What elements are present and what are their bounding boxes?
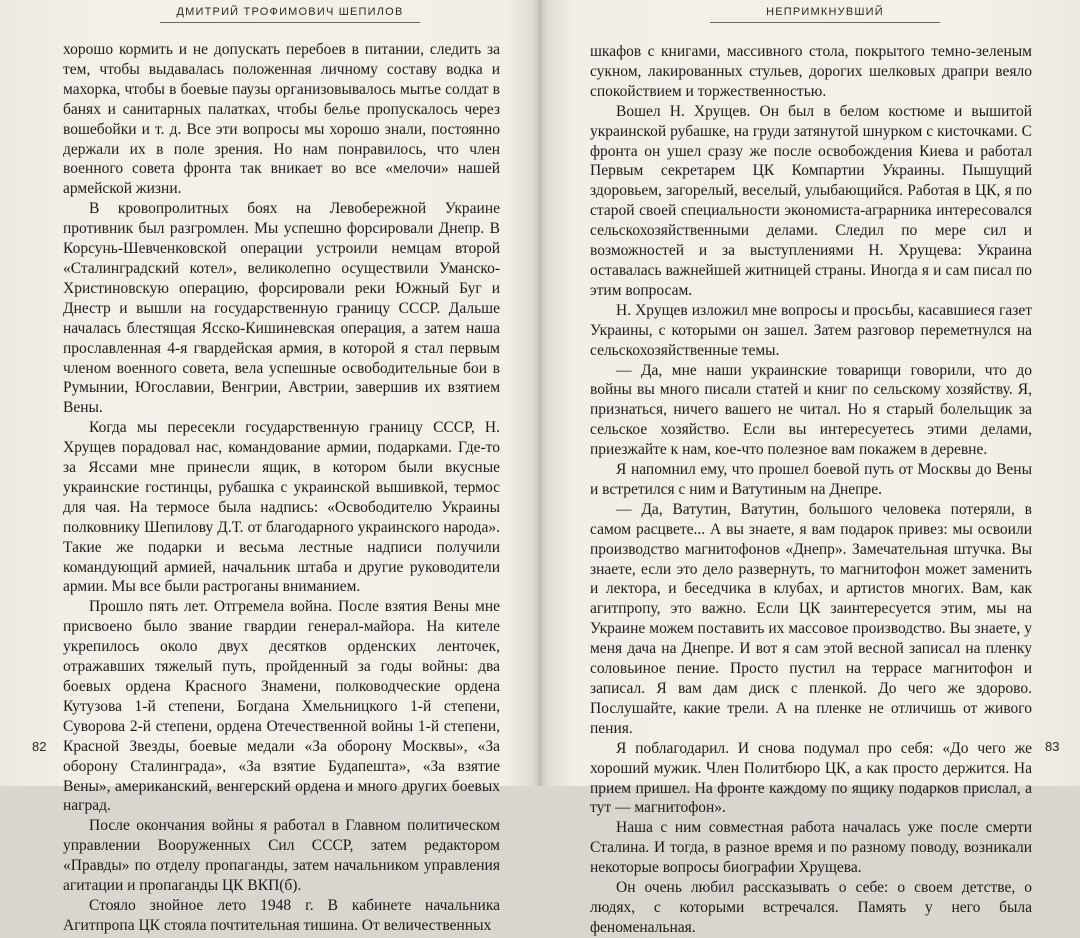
paragraph: — Да, Ватутин, Ватутин, большого человека потеряли, в самом расцвете... А вы знаете, я вам подарок привез: мы освоили производство магнитофонов «Днепр». Замечательная штучка. Вы знаете, если это дело развернуть, то магнитофон может заменить и лектора, и беседчика в клубах, и артистов многих. Вам, как агитпропу, это важно. Если ЦК заинтересуется этим, мы на Украине можем поставить их массовое производство. Вы знаете, у меня дача на Днепре. И вот я сам этой весной записал на пленку соловьиное пение. Просто пустил на террасе магнитофон и записал. Я вам дам диск с пленкой. До чего же здорово. Послушайте, какие трели. А на пленке не отличишь от живого пения. xyxy=(590,500,1032,737)
paragraph: — Да, мне наши украинские товарищи говорили, что до войны вы много писали статей и книг по сельскому хозяйству. Я, признаться, ничего вашего не читал. Но я старый болельщик за сельское хозяйство. Если вы интересуетесь этими делами, приезжайте к нам, кое-что полезное вам покажем в деревне. xyxy=(590,361,1032,459)
paragraph: После окончания войны я работал в Главном политическом управлении Вооруженных Сил СССР, затем редактором «Правды» по отделу пропаганды, затем начальником управления агитации и пропаганды ЦК ВКП(б). xyxy=(63,817,500,895)
paragraph: В кровопролитных боях на Левобережной Украине противник был разгромлен. Мы успешно форсировали Днепр. В Корсунь-Шевченковской операции устроили немцам второй «Сталинградский котел», великолепно осуществили Уманско-Христиновскую операцию, форсировали реки Южный Буг и Днестр и вышли на государственную границу СССР. Дальше началась блестящая Ясско-Кишиневская операция, а затем наша прославленная 4-я гвардейская армия, в которой я стал первым членом военного совета, вела успешные освободительные бои в Румынии, Югославии, Венгрии, Австрии, завершив их взятием Вены. xyxy=(63,200,500,417)
paragraph: Я напомнил ему, что прошел боевой путь от Москвы до Вены и встретился с ним и Ватутиным на Днепре. xyxy=(590,461,1032,498)
book-gutter xyxy=(532,0,548,786)
right-page xyxy=(540,0,1080,936)
header-rule xyxy=(160,22,420,23)
paragraph: Когда мы пересекли государственную границу СССР, Н. Хрущев порадовал нас, командование армии, подарками. Где-то за Яссами мне принесли ящик, в котором были вкусные украинские гостинцы, рубашка с украинской вышивкой, термос для чая. На термосе была надпись: «Освободителю Украины полковнику Шепилову Д.Т. от благодарного украинского народа». Такие же подарки и весьма лестные надписи получили командующий армией, начальник штаба и другие руководители армии. Мы все были растроганы вниманием. xyxy=(63,419,500,596)
paragraph: Стояло знойное лето 1948 г. В кабинете начальника Агитпропа ЦК стояла почтительная тишина. От величественных xyxy=(63,896,500,934)
paragraph: Прошло пять лет. Отгремела война. После взятия Вены мне присвоено было звание гвардии генерал-майора. На кителе укрепилось около двух десятков орденских ленточек, отражавших тяжелый путь, пройденный за годы войны: два боевых ордена Красного Знамени, полководческие ордена Кутузова 1-й степени, Богдана Хмельницкого 1-й степени, Суворова 2-й степени, ордена Отечественной войны 1-й степени, Красной Звезды, боевые медали «За оборону Москвы», «За оборону Сталинграда», «За взятие Будапешта», «За взятие Вены», американский, венгерский ордена и много других боевых наград. xyxy=(63,598,500,815)
left-page xyxy=(0,0,540,934)
running-head-author: ДМИТРИЙ ТРОФИМОВИЧ ШЕПИЛОВ xyxy=(176,6,404,18)
header-rule xyxy=(710,22,940,23)
paragraph: хорошо кормить и не допускать перебоев в питании, следить за тем, чтобы выдавалась положенная личному составу водка и махорка, чтобы в боевые паузы организовывалось мытье солдат в банях и санитарных палатках, чтобы белье пропускалось через вошебойки и т. д. Все эти вопросы мы хорошо знали, постоянно держали их в поле зрения. Но нам понравилось, что член военного совета фронта так вникает во все «мелочи» нашей армейской жизни. xyxy=(63,41,500,198)
body-text xyxy=(63,40,500,936)
paragraph: шкафов с книгами, массивного стола, покрытого темно-зеленым сукном, лакированных стульев, дорогих шелковых драпри веяло спокойствием и торжественностью. xyxy=(590,43,1032,100)
page-number: 83 xyxy=(1045,739,1060,754)
paragraph: Наша с ним совместная работа началась уже после смерти Сталина. И тогда, в разное время и по разному поводу, возникали некоторые вопросы биографии Хрущева. xyxy=(590,819,1032,877)
paragraph: Вошел Н. Хрущев. Он был в белом костюме и вышитой украинской рубашке, на груди затянутой шнурком с кисточками. С фронта он ушел сразу же после освобождения Киева и работал Первым секретарем ЦК Компартии Украины. Пышущий здоровьем, загорелый, веселый, улыбающийся. Работая в ЦК, я по старой своей специальности экономиста-аграрника интересовался сельскохозяйственными делами. Следил по мере сил и возможностей и за выступлениями Н. Хрущева: Украина оставалась важнейшей житницей страны. Иногда я и сам писал по этим вопросам. xyxy=(590,102,1032,299)
running-head-title: НЕПРИМКНУВШИЙ xyxy=(766,6,884,18)
paragraph: Н. Хрущев изложил мне вопросы и просьбы, касавшиеся газет Украины, с которыми он зашел. Затем разговор переметнулся на сельскохозяйственные темы. xyxy=(590,301,1032,359)
page-number: 82 xyxy=(32,739,47,754)
body-text xyxy=(590,42,1032,938)
paragraph: Я поблагодарил. И снова подумал про себя: «До чего же хороший мужик. Член Политбюро ЦК, а как просто держится. На прием пришел. На фронте каждому по ящику подарков прислал, а тут — магнитофон». xyxy=(590,739,1032,817)
paragraph: Он очень любил рассказывать о себе: о своем детстве, о людях, с которыми встречался. Память у него была феноменальная. xyxy=(590,879,1032,936)
